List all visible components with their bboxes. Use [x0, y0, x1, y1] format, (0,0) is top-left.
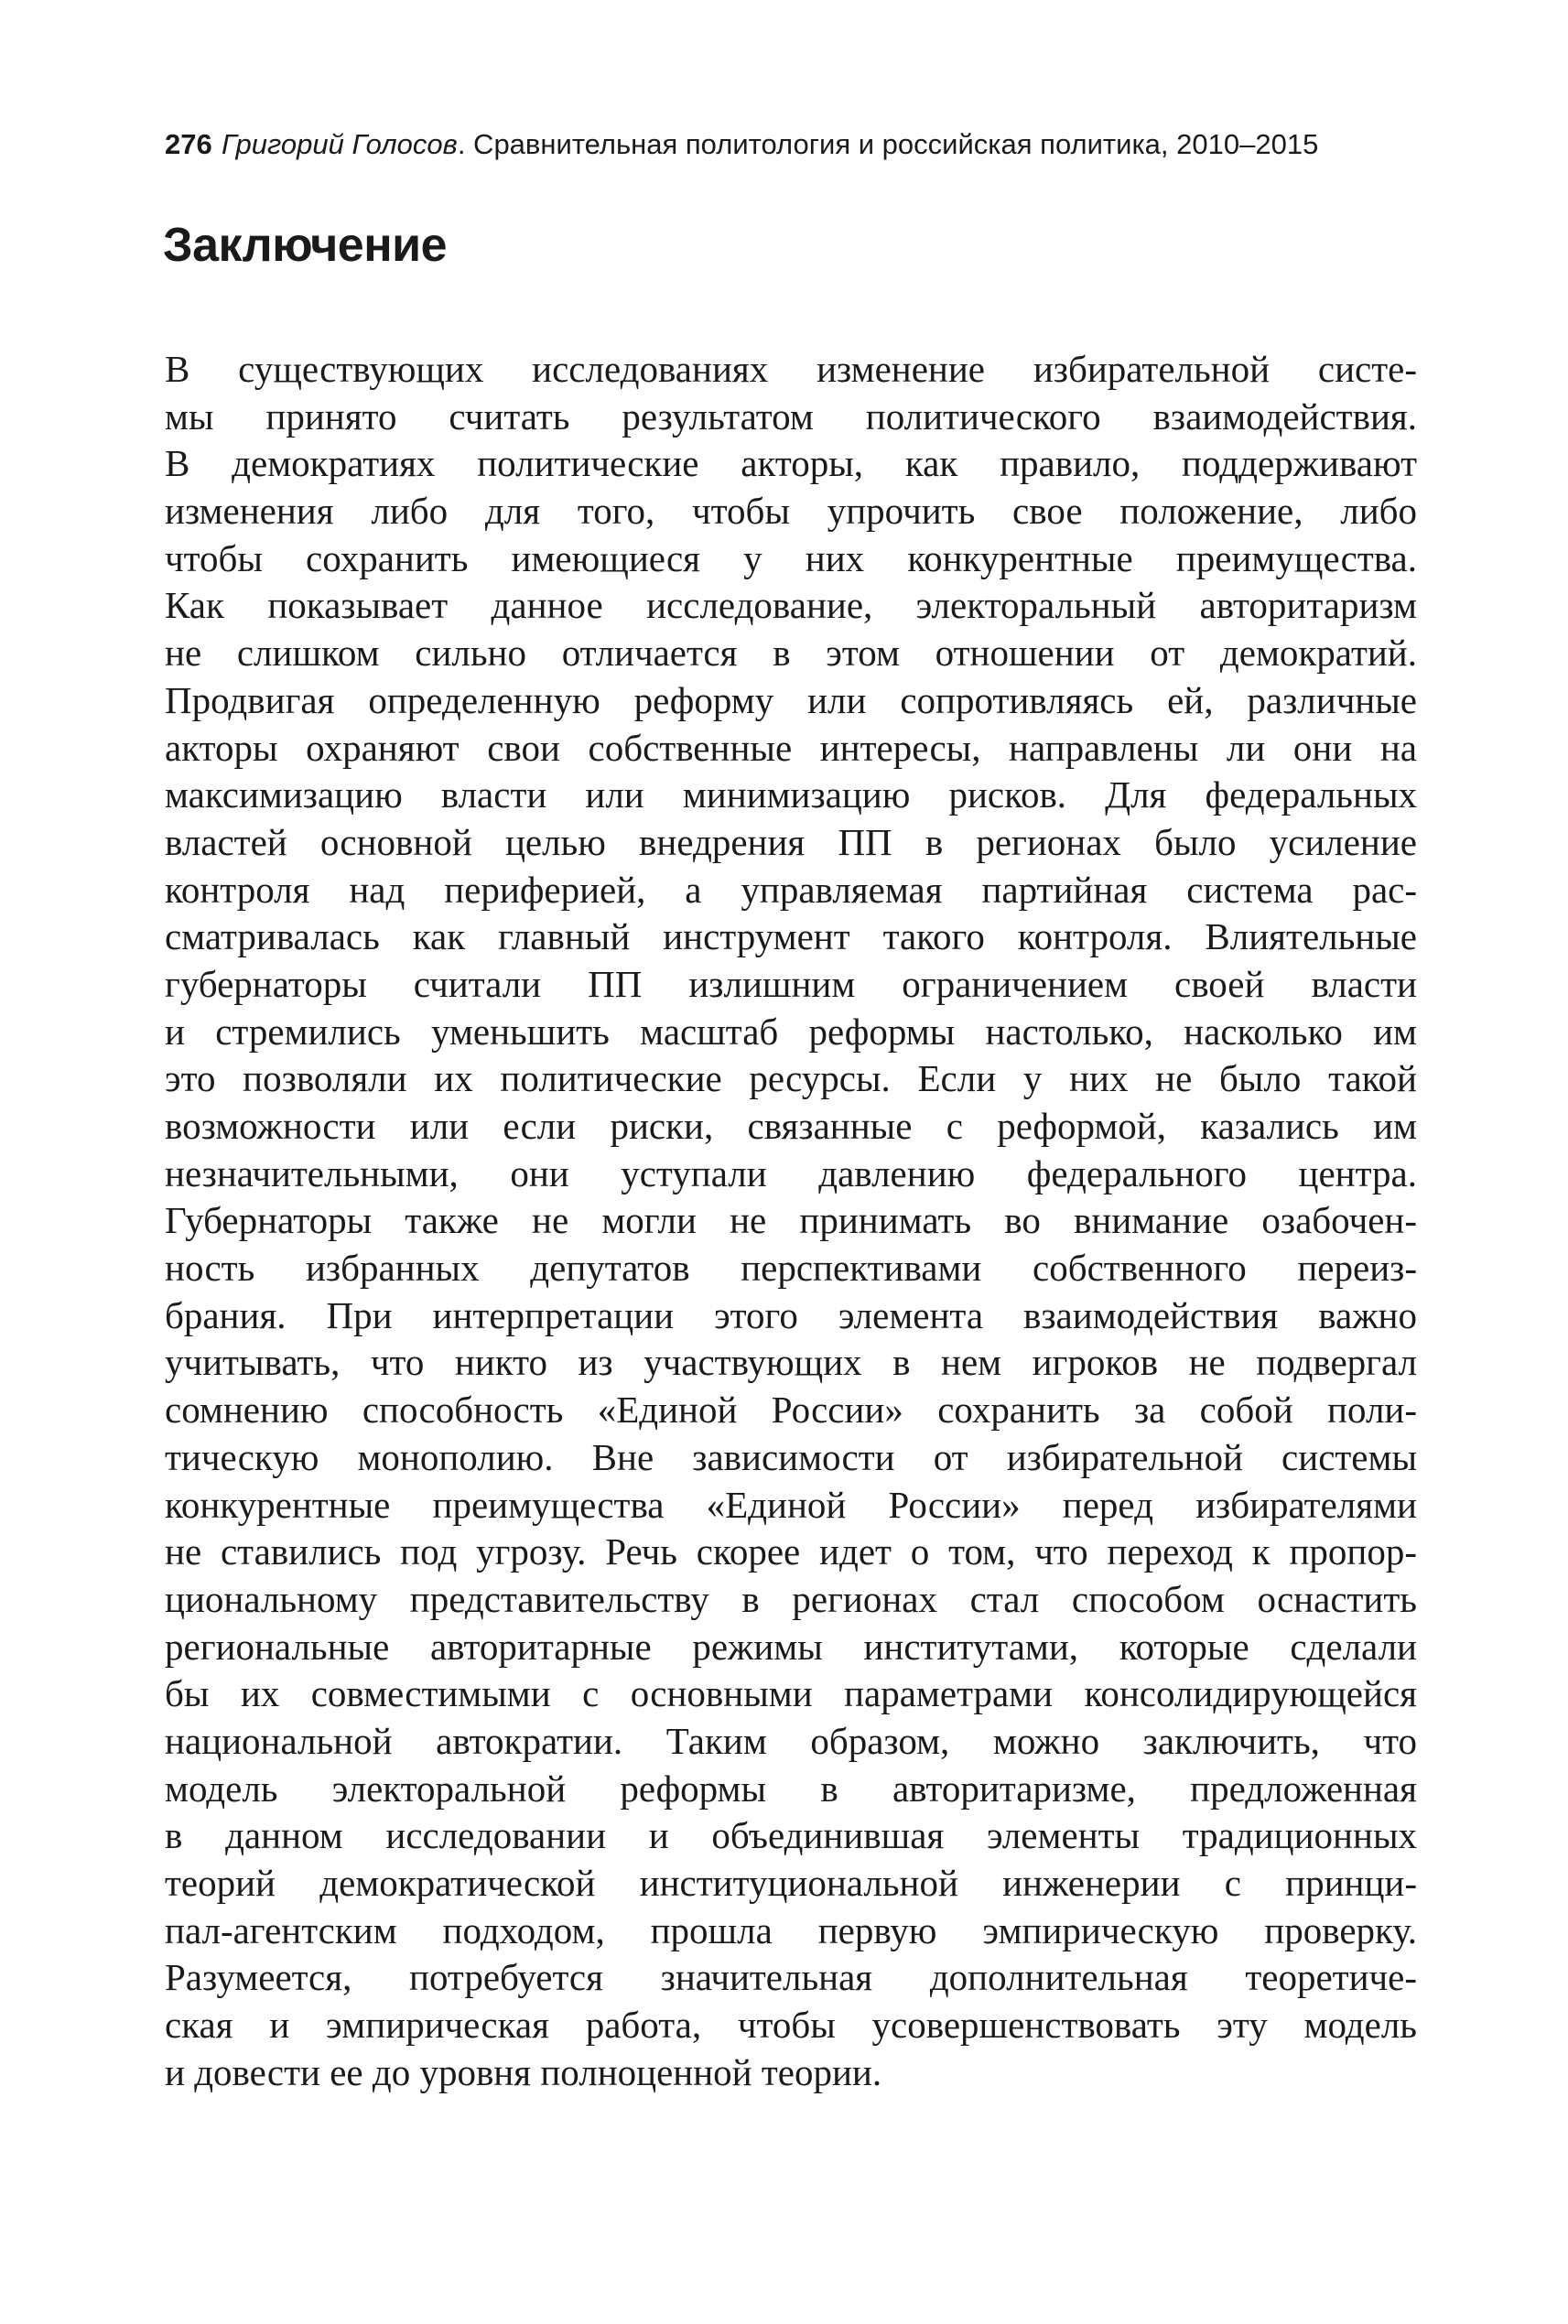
text-line: сматривалась как главный инструмент такого контроля. Влиятельные — [165, 915, 1417, 958]
text-line: и довести ее до уровня полноценной теории. — [165, 2050, 882, 2093]
text-line: региональные авторитарные режимы институтами, которые сделали — [165, 1625, 1417, 1668]
text-line: акторы охраняют свои собственные интересы, направлены ли они на — [165, 726, 1417, 769]
text-line: теорий демократической институциональной инженерии с принци- — [165, 1862, 1417, 1904]
section-title: Заключение — [163, 219, 448, 272]
running-header — [165, 128, 1419, 161]
text-line: мы принято считать результатом политического взаимодействия. — [165, 395, 1417, 438]
text-line: Губернаторы также не могли не принимать во внимание озабочен- — [165, 1199, 1417, 1242]
text-line: властей основной целью внедрения ПП в регионах было усиление — [165, 820, 1417, 863]
text-line: не ставились под угрозу. Речь скорее идет о том, что переход к пропор- — [165, 1530, 1417, 1573]
text-line: это позволяли их политические ресурсы. Если у них не было такой — [165, 1057, 1417, 1100]
text-line: и стремились уменьшить масштаб реформы настолько, насколько им — [165, 1010, 1417, 1053]
text-line: тическую монополию. Вне зависимости от избирательной системы — [165, 1435, 1417, 1478]
text-line: Продвигая определенную реформу или сопротивляясь ей, различные — [165, 678, 1417, 721]
text-line: возможности или если риски, связанные с реформой, казались им — [165, 1105, 1417, 1147]
text-line: конкурентные преимущества «Единой России» перед избирателями — [165, 1483, 1417, 1526]
text-line: максимизацию власти или минимизацию рисков. Для федеральных — [165, 773, 1417, 816]
text-line: пал-агентским подходом, прошла первую эмпирическую проверку. — [165, 1908, 1417, 1951]
text-line: не слишком сильно отличается в этом отношении от демократий. — [165, 632, 1417, 675]
running-header-author: Григорий Голосов — [222, 128, 458, 160]
text-line: сомнению способность «Единой России» сохранить за собой поли- — [165, 1389, 1417, 1432]
text-line: ская и эмпирическая работа, чтобы усовершенствовать эту модель — [165, 2004, 1417, 2047]
text-line: чтобы сохранить имеющиеся у них конкурентные преимущества. — [165, 536, 1417, 579]
text-line: национальной автократии. Таким образом, можно заключить, что — [165, 1719, 1417, 1762]
running-header-book-title: . Сравнительная политология и российская политика, 2010–2015 — [457, 128, 1319, 160]
text-line: В существующих исследованиях изменение избирательной систе- — [165, 348, 1417, 390]
body-paragraph — [165, 346, 1417, 2096]
text-line: незначительными, они уступали давлению федерального центра. — [165, 1151, 1417, 1194]
text-line: В демократиях политические акторы, как правило, поддерживают — [165, 442, 1417, 485]
page-number: 276 — [165, 128, 212, 160]
text-line: контроля над периферией, а управляемая партийная система рас- — [165, 868, 1417, 911]
text-line: Как показывает данное исследование, электоральный авторитаризм — [165, 584, 1417, 627]
text-line: циональному представительству в регионах стал способом оснастить — [165, 1577, 1417, 1620]
text-line: изменения либо для того, чтобы упрочить свое положение, либо — [165, 490, 1417, 533]
text-line: брания. При интерпретации этого элемента взаимодействия важно — [165, 1293, 1417, 1336]
text-line: в данном исследовании и объединившая элементы традиционных — [165, 1814, 1417, 1857]
text-line: губернаторы считали ПП излишним ограничением своей власти — [165, 962, 1417, 1005]
text-line: учитывать, что никто из участвующих в нем игроков не подвергал — [165, 1341, 1417, 1384]
text-line: бы их совместимыми с основными параметрами консолидирующейся — [165, 1672, 1417, 1715]
text-line: Разумеется, потребуется значительная дополнительная теоретиче- — [165, 1956, 1417, 1999]
text-line: ность избранных депутатов перспективами собственного переиз- — [165, 1247, 1417, 1290]
text-line: модель электоральной реформы в авторитаризме, предложенная — [165, 1767, 1417, 1810]
